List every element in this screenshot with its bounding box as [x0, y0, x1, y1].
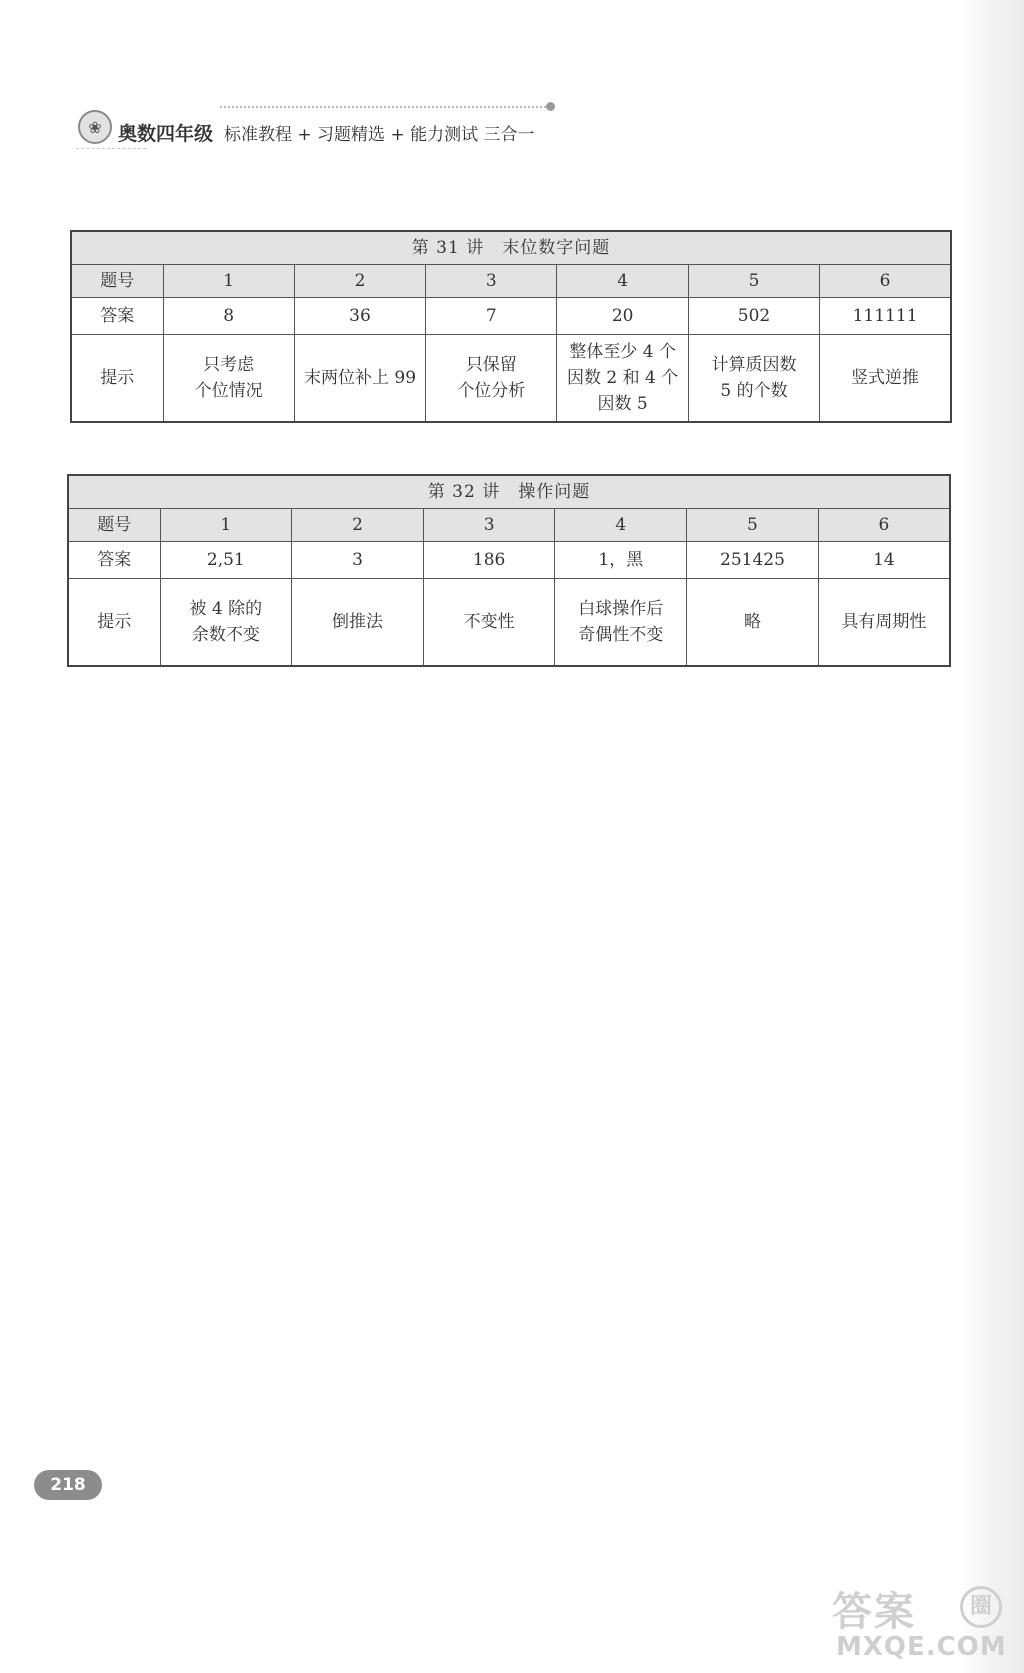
- hint-line: 被 4 除的: [189, 599, 263, 619]
- hint-line: 个位分析: [457, 381, 526, 401]
- answer-cell: 7: [426, 298, 557, 335]
- answer-cell: 20: [557, 298, 688, 335]
- answer-cell: 3: [292, 542, 424, 579]
- hint-cell: [163, 335, 294, 423]
- answer-cell: 111111: [820, 298, 951, 335]
- book-title: 奥数四年级: [118, 123, 214, 145]
- hint-cell: [426, 335, 557, 423]
- row-label-hint: 提示: [68, 579, 160, 667]
- hint-line: 计算质因数: [711, 355, 797, 375]
- hint-line: 只保留: [465, 355, 517, 375]
- hint-line: 因数 5: [597, 394, 648, 414]
- row-label-number: 题号: [71, 265, 163, 298]
- question-number: 3: [423, 509, 555, 542]
- row-label-number: 题号: [68, 509, 160, 542]
- hint-line: 不变性: [463, 612, 515, 632]
- answer-row: [68, 542, 950, 579]
- row-label-answer: 答案: [71, 298, 163, 335]
- answer-row: [71, 298, 951, 335]
- answer-cell: 8: [163, 298, 294, 335]
- row-label-hint: 提示: [71, 335, 163, 423]
- question-number: 6: [820, 265, 951, 298]
- hint-line: 倒推法: [331, 612, 383, 632]
- answer-cell: 1，黑: [555, 542, 687, 579]
- hint-line: 整体至少 4 个: [569, 342, 676, 362]
- question-number-row: [68, 509, 950, 542]
- header-dotted-line: [220, 106, 550, 108]
- watermark-text: 答案: [832, 1589, 916, 1635]
- answer-table-lecture-32: [67, 474, 951, 667]
- header-dot: [546, 102, 555, 111]
- answer-cell: 2,51: [160, 542, 292, 579]
- answer-cell: 251425: [687, 542, 819, 579]
- hint-line: 竖式逆推: [851, 368, 920, 388]
- table-title: 第 32 讲 操作问题: [68, 475, 950, 509]
- question-number: 5: [688, 265, 819, 298]
- hint-line: 末两位补上 99: [303, 368, 417, 388]
- question-number: 1: [163, 265, 294, 298]
- answer-cell: 186: [423, 542, 555, 579]
- hint-line: 5 的个数: [720, 381, 788, 401]
- hint-cell: [820, 335, 951, 423]
- question-number: 3: [426, 265, 557, 298]
- header-rule: [76, 148, 146, 149]
- hint-row: [71, 335, 951, 423]
- hint-line: 因数 2 和 4 个: [567, 368, 679, 388]
- hint-cell: [423, 579, 555, 667]
- hint-line: 略: [743, 612, 761, 632]
- hint-cell: [557, 335, 688, 423]
- watermark-badge-icon: 圈: [960, 1586, 1002, 1628]
- hint-cell: [160, 579, 292, 667]
- row-label-answer: 答案: [68, 542, 160, 579]
- answer-table-lecture-31: [70, 230, 952, 423]
- hint-cell: [818, 579, 950, 667]
- hint-line: 白球操作后: [578, 599, 664, 619]
- answer-cell: 36: [294, 298, 425, 335]
- question-number: 5: [687, 509, 819, 542]
- question-number: 2: [292, 509, 424, 542]
- seal-logo-icon: ❀: [78, 110, 112, 144]
- hint-cell: [555, 579, 687, 667]
- hint-cell: [688, 335, 819, 423]
- question-number-row: [71, 265, 951, 298]
- question-number: 1: [160, 509, 292, 542]
- answer-cell: 502: [688, 298, 819, 335]
- table-title: 第 31 讲 末位数字问题: [71, 231, 951, 265]
- page-number: 218: [34, 1470, 102, 1500]
- table-title-row: [71, 231, 951, 265]
- hint-cell: [292, 579, 424, 667]
- hint-line: 只考虑: [203, 355, 255, 375]
- hint-row: [68, 579, 950, 667]
- question-number: 4: [557, 265, 688, 298]
- site-watermark: [832, 1580, 1008, 1668]
- question-number: 2: [294, 265, 425, 298]
- question-number: 4: [555, 509, 687, 542]
- table-title-row: [68, 475, 950, 509]
- hint-line: 具有周期性: [841, 612, 927, 632]
- page-edge-shadow: [960, 0, 1024, 1673]
- hint-line: 奇偶性不变: [578, 625, 664, 645]
- hint-line: 余数不变: [191, 625, 260, 645]
- answer-cell: 14: [818, 542, 950, 579]
- hint-cell: [687, 579, 819, 667]
- book-subtitle: 标准教程 + 习题精选 + 能力测试 三合一: [224, 125, 535, 145]
- question-number: 6: [818, 509, 950, 542]
- hint-cell: [294, 335, 425, 423]
- watermark-domain: MXQE.COM: [836, 1632, 1007, 1662]
- running-header: [72, 102, 552, 152]
- hint-line: 个位情况: [194, 381, 263, 401]
